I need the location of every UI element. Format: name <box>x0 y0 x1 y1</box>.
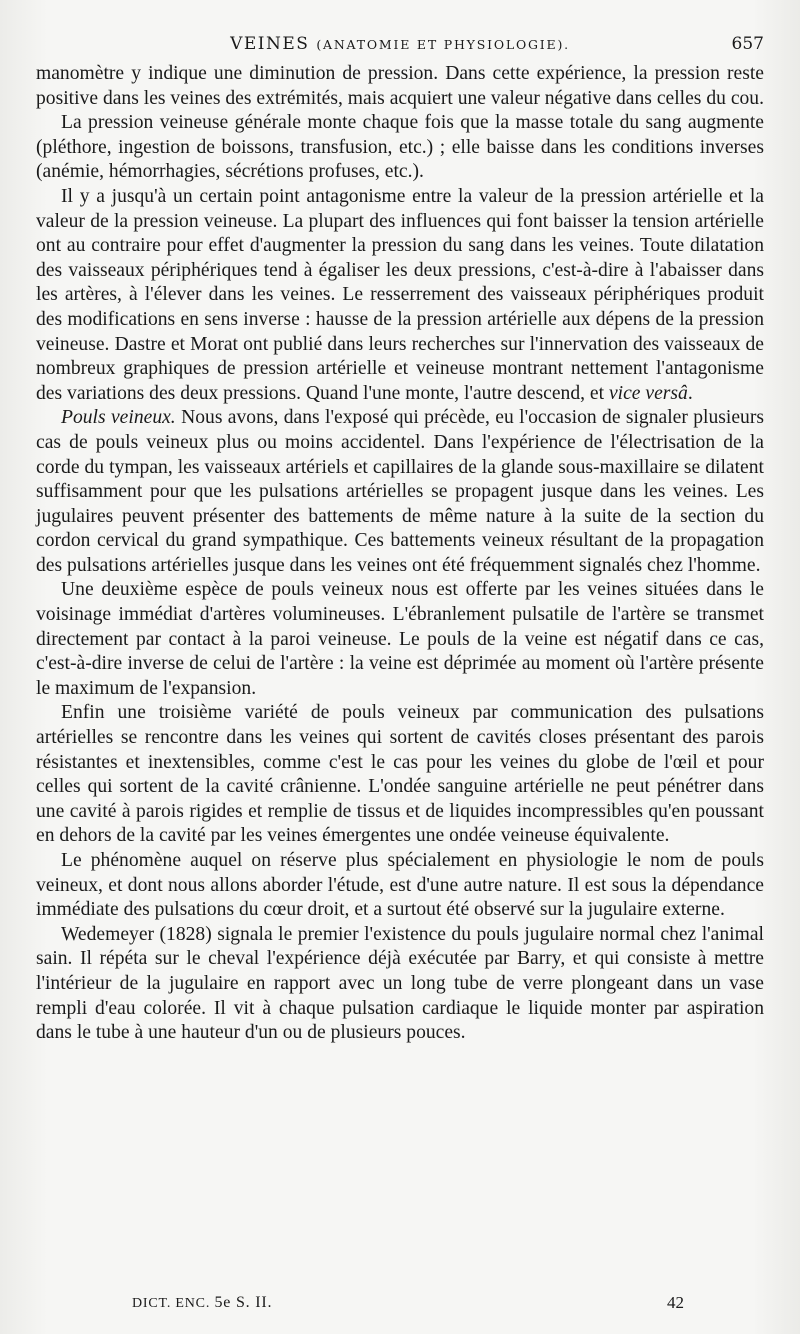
running-header <box>36 30 764 58</box>
sheet-number: 42 <box>667 1293 684 1312</box>
page-footer <box>36 1290 764 1316</box>
signature-mark <box>132 1290 272 1317</box>
paragraph-2 <box>36 111 764 185</box>
paragraph-3-text: Il y a jusqu'à un certain point antagonisme entre la valeur de la pression artérielle et la valeur de la pression veineuse. La plupart des influences qui font baisser la tension artérielle ont au contraire pour effet d'augmenter la pression du sang dans les veines. Toute dilatation des vaisseaux périphériques tend à égaliser les deux pressions, c'est-à-dire à l'abaisser dans les artères, à l'élever dans les veines. Le resserrement des vaisseaux périphériques produit des modifications en sens inverse : hausse de la pression artérielle aux dépens de la pression veineuse. Dastre et Morat ont publié dans leurs recherches sur l'innervation des vaisseaux de nombreux graphiques de pression artérielle et veineuse montrant nettement l'antagonisme des variations des deux pressions. Quand l'une monte, l'autre descend, et <box>36 185 764 404</box>
page-number: 657 <box>731 34 764 54</box>
paragraph-5-text: Une deuxième espèce de pouls veineux nous est offerte par les veines situées dans le voisinage immédiat d'artères volumineuses. L'ébranlement pulsatile de l'artère se transmet directement par contact à la paroi veineuse. Le pouls de la veine est négatif dans ce cas, c'est-à-dire inverse de celui de l'artère : la veine est déprimée au moment où l'artère présente le maximum de l'expansion. <box>36 579 764 699</box>
paragraph-1 <box>36 62 764 111</box>
signature-series: 5e S. II. <box>214 1294 273 1311</box>
paragraph-4-text: Nous avons, dans l'exposé qui précède, eu l'occasion de signaler plusieurs cas de pouls veineux plus ou moins accidentel. Dans l'expérience de l'électrisation de la corde du tympan, les vaisseaux artériels et capillaires de la glande sous-maxillaire se dilatent suffisamment pour que les pulsations artérielles se propagent jusque dans les veines. Les jugulaires peuvent présenter des battements de même nature à la suite de la section du cordon cervical du grand sympathique. Ces battements veineux résultant de la propagation des pulsations artérielles jusque dans les veines ont été fréquemment signalés chez l'homme. <box>36 407 764 576</box>
paragraph-5 <box>36 578 764 701</box>
paragraph-3-italic: vice versâ <box>608 382 688 404</box>
section-heading-pouls-veineux: Pouls veineux. <box>61 407 176 429</box>
paragraph-8-text: Wedemeyer (1828) signala le premier l'existence du pouls jugulaire normal chez l'animal sain. Il répéta sur le cheval l'expérience déjà exécutée par Barry, et qui consiste à mettre l'intérieur de la jugulaire en rapport avec un long tube de verre plongeant dans un vase rempli d'eau colorée. Il vit à chaque pulsation cardiaque le liquide monter par aspiration dans le tube à une hauteur d'un ou de plusieurs pouces. <box>36 923 764 1044</box>
paragraph-1-text: manomètre y indique une diminution de pression. Dans cette expérience, la pression reste positive dans les veines des extrémités, mais acquiert une valeur négative dans celles du cou. <box>36 63 765 109</box>
signature-prefix: DICT. ENC. <box>132 1296 211 1311</box>
paragraph-7 <box>36 849 764 923</box>
paragraph-8 <box>36 923 764 1046</box>
paragraph-6 <box>36 701 764 849</box>
running-title <box>36 30 764 59</box>
paragraph-4 <box>36 406 764 578</box>
paragraph-2-text: La pression veineuse générale monte chaque fois que la masse totale du sang augmente (pléthore, ingestion de boissons, transfusion, etc.) ; elle baisse dans les conditions inverses (anémie, hémorrhagies, sécrétions profuses, etc.). <box>36 112 764 183</box>
body-text <box>36 62 764 1046</box>
paragraph-6-text: Enfin une troisième variété de pouls veineux par communication des pulsations artérielles se rencontre dans les veines qui sortent de cavités closes présentant des parois résistantes et inextensibles, comme c'est le cas pour les veines du globe de l'œil et pour celles qui sortent de la cavité crânienne. L'ondée sanguine artérielle ne peut pénétrer dans une cavité à parois rigides et remplie de tissus et de liquides incompressibles qu'en poussant en dehors de la cavité par les veines émergentes une ondée veineuse équivalente. <box>36 702 764 847</box>
paragraph-3 <box>36 185 764 406</box>
paragraph-3-tail: . <box>687 382 693 404</box>
running-title-sub: (ANATOMIE ET PHYSIOLOGIE). <box>316 37 570 52</box>
running-title-main: VEINES <box>230 34 310 54</box>
paragraph-7-text: Le phénomène auquel on réserve plus spécialement en physiologie le nom de pouls veineux, et dont nous allons aborder l'étude, est d'une autre nature. Il est sous la dépendance immédiate des pulsations du cœur droit, et a surtout été observé sur la jugulaire externe. <box>36 850 764 921</box>
